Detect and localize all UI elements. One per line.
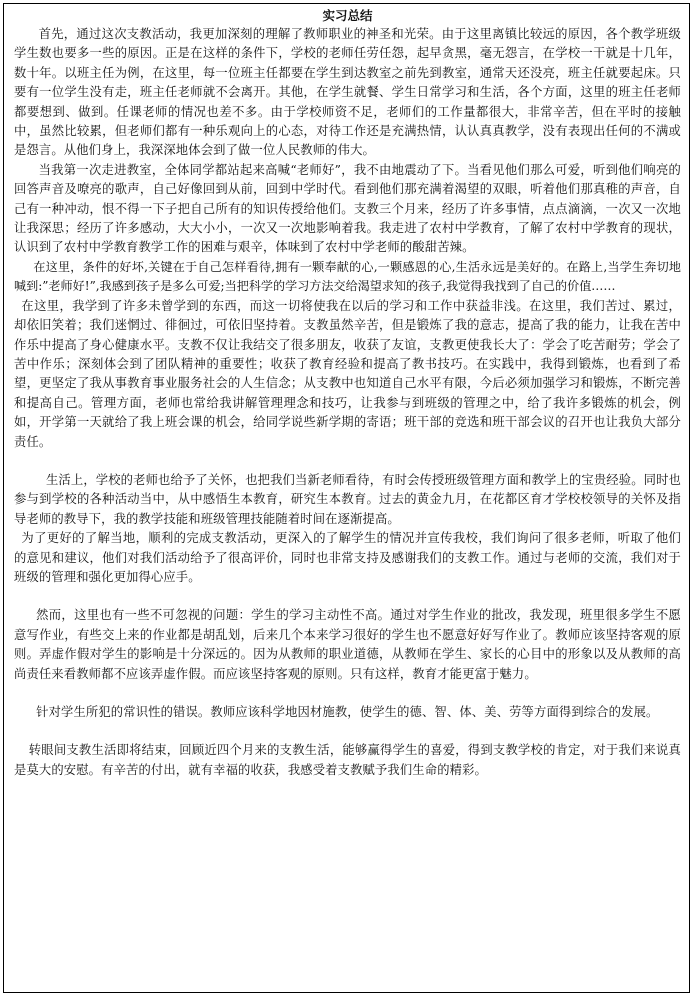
paragraph-first-class: 当我第一次走进教室，全体同学都站起来高喊“老师好”，我不由地震动了下。当看见他们那么可爱，听到他们响亮的回答声音及嘹亮的歌声，自己好像回到从前，回到中学时代。看到他们那充满着渴望的双眼，听着他们那真稚的声音，自己有一种冲动，恨不得一下子把自己所有的知识传授给他们。支教三个月来，经历了许多事情，点点滴滴，一次又一次地让我深思；经历了许多感动，大大小小，一次又一次地影响着我。我走进了农村中学教育，了解了农村中学教育的现状，认识到了农村中学教育教学工作的困难与艰辛，体味到了农村中学老师的酸甜苦辣。 bbox=[14, 162, 681, 255]
paragraph-teaching-method: 针对学生所犯的常识性的错误。教师应该科学地因材施教，使学生的德、智、体、美、劳等方面得到综合的发展。 bbox=[36, 705, 659, 719]
paragraph-understanding-locals: 为了更好的了解当地，顺利的完成支教活动，更深入的了解学生的情况并宣传我校，我们询问了很多老师，听取了他们的意见和建议，他们对我们活动给予了很高评价，同时也非常支持及感谢我们的支教工作。通过与老师的交流，我们对于班级的管理和强化更加得心应手。 bbox=[14, 531, 681, 584]
document-page bbox=[3, 3, 690, 993]
paragraph-lessons-learned: 在这里，我学到了许多未曾学到的东西，而这一切将使我在以后的学习和工作中获益非浅。在这里，我们苦过、累过，却依旧笑着；我们迷惘过、徘徊过，可依旧坚持着。支教虽然辛苦，但是锻炼了我的意志，提高了我的能力，让我在苦中作乐中提高了身心健康水平。支教不仅让我结交了很多朋友，收获了友谊，支教更使我长大了：学会了吃苦耐劳；学会了苦中作乐；深刻体会到了团队精神的重要性；收获了教育经验和提高了教书技巧。在实践中，我得到锻炼，也看到了希望，更坚定了我从事教育事业服务社会的人生信念；从支教中也知道自己水平有限，今后必须加强学习和锻炼，不断完善和提高自己。管理方面，老师也常给我讲解管理理念和技巧，让我参与到班级的管理之中，给了我许多锻炼的机会，例如，开学第一天就给了我上班会课的机会，给同学说些新学期的寄语；班干部的竞选和班干部会议的召开也让我负大部分责任。 bbox=[14, 298, 681, 449]
document-title: 实习总结 bbox=[322, 8, 373, 23]
paragraph-conclusion: 转眼间支教生活即将结束，回顾近四个月来的支教生活，能够赢得学生的喜爱，得到支教学校的肯定，对于我们来说真是莫大的安慰。有辛苦的付出，就有幸福的收获，我感受着支教赋予我们生命的精彩。 bbox=[14, 743, 681, 777]
paragraph-life-support: 生活上，学校的老师也给予了关怀，也把我们当新老师看待，有时会传授班级管理方面和教学上的宝贵经验。同时也参与到学校的各种活动当中，从中感悟生本教育，研究生本教育。过去的黄金九月，在花都区育才学校校领导的关怀及指导老师的教导下，我的教学技能和班级管理技能随着时间在逐渐提高。 bbox=[14, 472, 681, 526]
paragraph-problems: 然而，这里也有一些不可忽视的问题：学生的学习主动性不高。通过对学生作业的批改，我发现，班里很多学生不愿意写作业，有些交上来的作业都是胡乱划，后来几个本来学习很好的学生也不愿意好好写作业了。教师应该坚持客观的原则。弄虚作假对学生的影响是十分深远的。因为从教师的职业道德，从教师在学生、家长的心目中的形象以及从教师的高尚责任来看教师都不应该弄虚作假。而应该坚持客观的原则。只有这样，教育才能更富于魅力。 bbox=[14, 608, 681, 681]
paragraph-grateful-heart: 在这里，条件的好坏,关键在于自己怎样看待,拥有一颗奉献的心,一颗感恩的心,生活永远是美好的。在路上,当学生奔切地喊到:”老师好!”,我感到孩子是多么可爱;当把科学的学习方法交给渴望求知的孩子,我觉得我找到了自己的价值…… bbox=[14, 259, 681, 294]
paragraph-teacher-dedication: 首先，通过这次支教活动，我更加深刻的理解了教师职业的神圣和光荣。由于这里离镇比较远的原因，各个教学班级学生数也要多一些的原因。正是在这样的条件下，学校的老师任劳任怨，起早贪黑，毫无怨言，在学校一干就是十几年，数十年。以班主任为例，在这里，每一位班主任都要在学生到达教室之前先到教室，通常天还没亮，班主任就要起床。只要有一位学生没有走，班主任老师就不会离开。其他，在学生就餐、学生日常学习和生活，各个方面，这里的班主任老师都要想到、做到。任课老师的情况也差不多。由于学校师资不足，老师们的工作量都很大，非常辛苦，但在平时的接触中，虽然比较累，但老师们都有一种乐观向上的心态，对待工作还是充满热情，认认真真教学，没有表现出任何的不满或是怨言。从他们身上，我深深地体会到了做一位人民教师的伟大。 bbox=[14, 27, 681, 158]
